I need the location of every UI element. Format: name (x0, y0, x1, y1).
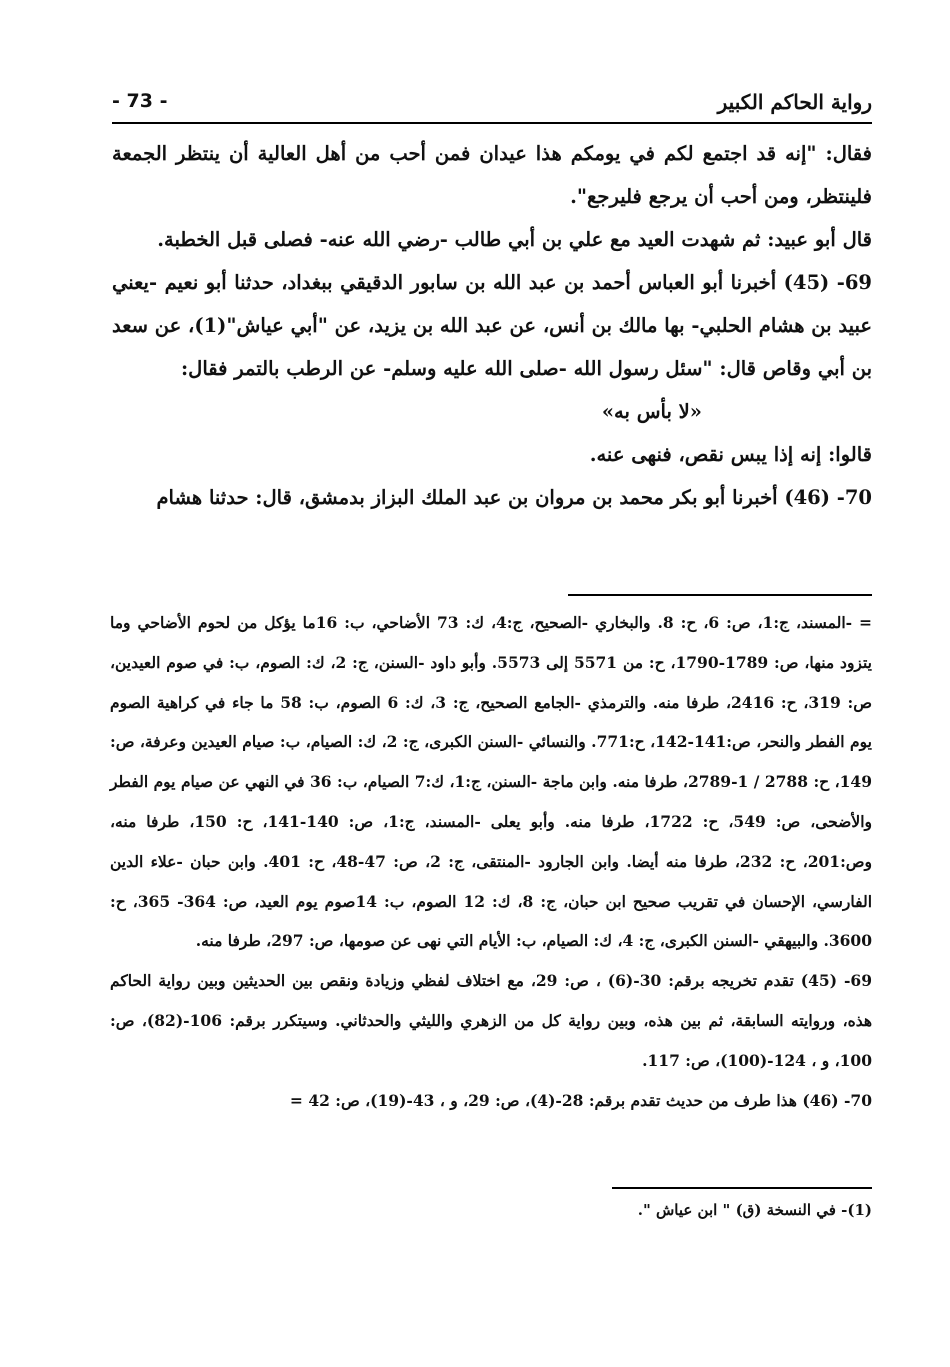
prophetic-quote: «لا بأس به» (601, 400, 702, 423)
hadith-69: 69- (45) أخبرنا أبو العباس أحمد بن عبد الله بن سابور الدقيقي ببغداد، حدثنا أبو نعيم -يعني عبيد بن هشام الحلبي- بها مالك بن أنس، عن عبد الله بن يزيد، عن "أبي عياش"(1)، عن سعد بن أبي وقاص قال: "سئل رسول الله -صلى الله عليه وسلم- عن الرطب بالتمر فقال: (112, 271, 873, 380)
paragraph: فقال: "إنه قد اجتمع لكم في يومكم هذا عيدان فمن أحب من أهل العالية أن ينتظر الجمعة فلينتظر، ومن أحب أن يرجع فليرجع". (112, 142, 872, 208)
footnote-70: 70- (46) هذا طرف من حديث تقدم برقم: 28-(4)، ص: 29، و ، 43-(19)، ص: 42 = (289, 1090, 872, 1110)
footnotes (110, 603, 872, 1120)
main-text (112, 132, 872, 519)
page-number: - 73 - (112, 90, 168, 112)
header-rule (112, 122, 872, 124)
manuscript-notes (112, 1196, 872, 1224)
footnote-separator (568, 594, 872, 596)
hadith-70: 70- (46) أخبرنا أبو بكر محمد بن مروان بن عبد الملك البزاز بدمشق، قال: حدثنا هشام (156, 486, 872, 509)
paragraph: قال أبو عبيد: ثم شهدت العيد مع علي بن أبي طالب -رضي الله عنه- فصلى قبل الخطبة. (157, 228, 872, 251)
running-header (112, 86, 872, 122)
footnote-69: 69- (45) تقدم تخريجه برقم: 30-(6) ، ص: 29، مع اختلاف لفظي وزيادة ونقص بين الحديثين وبين رواية الحاكم هذه، وروايته السابقة، ثم بين هذه، وبين رواية كل من الزهري والليثي والحدثاني. وسيتكرر برقم: 106-(82)، ص: 100، و ، 124-(100)، ص: 117. (110, 971, 873, 1070)
paragraph: قالوا: إنه إذا يبس نقص، فنهى عنه. (589, 443, 872, 466)
note-separator (612, 1187, 872, 1189)
book-title: رواية الحاكم الكبير (717, 90, 872, 114)
manuscript-note: (1)- في النسخة (ق) " ابن عياش ". (637, 1201, 872, 1219)
footnote-continuation: = -المسند، ج:1، ص: 6، ح: 8. والبخاري -الصحيح، ج:4، ك: 73 الأضاحي، ب: 16ما يؤكل من لحوم الأضاحي وما يتزود منها، ص: 1789-1790، ح: من 5571 إلى 5573. وأبو داود -السنن، ج: 2، ك: الصوم، ب: في صوم العيدين، ص: 319، ح: 2416، طرفا منه. والترمذي -الجامع الصحيح، ج: 3، ك: 6 الصوم، ب: 58 ما جاء في كراهية الصوم يوم الفطر والنحر، ص:141-142، ح:771. والنسائي -السنن الكبرى، ج: 2، ك: الصيام، ب: صيام العيدين وعرفة، ص: 149، ح: 2788 / 1-2789، طرفا منه. وابن ماجة -السنن، ج:1، ك:7 الصيام، ب: 36 في النهي عن صيام يوم الفطر والأضحى، ص: 549، ح: 1722، طرفا منه. وأبو يعلى -المسند، ج:1، ص: 140-141، ح: 150، طرفا منه، وص:201، ح: 232، طرفا منه أيضا. وابن الجارود -المنتقى، ج: 2، ص: 47-48، ح: 401. وابن حبان -علاء الدين الفارسي، الإحسان في تقريب صحيح ابن حبان، ج: 8، ك: 12 الصوم، ب: 14صوم يوم العيد، ص: 364- 365، ح: 3600. والبيهقي -السنن الكبرى، ج: 4، ك: الصيام، ب: الأيام التي نهى عن صومها، ص: 297، طرفا منه. (110, 613, 873, 951)
